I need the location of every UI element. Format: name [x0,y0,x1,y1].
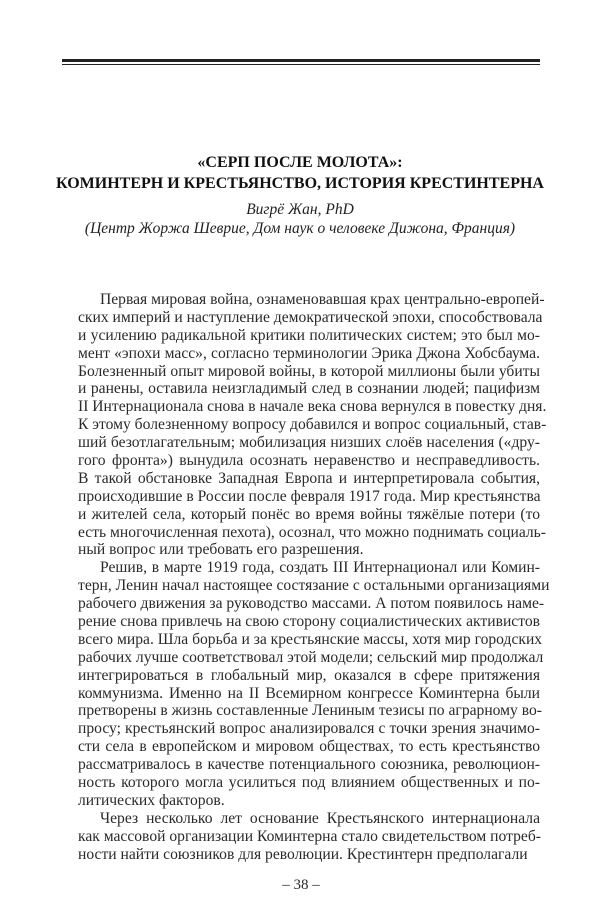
text-line: Первая мировая война, ознаменовавшая крах центрально-европей- [100,291,545,308]
text-line: гого фронта») вынудила осознать неравенство и несправедливость. [78,452,540,470]
text-line: ный вопрос или требовать его разрешения. [78,541,364,559]
header-rule-thin [62,64,540,65]
text-line: и ранены, оставила неизгладимый след в сознании людей; пацифизм [78,380,540,398]
text-line: просу; крестьянский вопрос анализировался с точки зрения значимо- [78,720,540,738]
text-line: есть многочисленная пехота), осознал, что можно поднимать социаль- [78,523,546,541]
text-line: всего мира. Шла борьба и за крестьянские массы, хотя мир городских [78,630,543,648]
text-line: ности найти союзников для революции. Крестинтерн предполагали [78,845,528,863]
author-affiliation: (Центр Жоржа Шеврие, Дом наук о человеке Дижона, Франция) [84,220,516,237]
text-line: рассматривалось в качестве потенциального союзника, революцион- [78,756,540,774]
text-line: претворены в жизнь составленные Лениным тезисы по аграрному во- [78,702,542,720]
text-line: Решив, в марте 1919 года, создать III Интернационал или Комин- [100,559,540,577]
article-title-line-2: КОМИНТЕРН И КРЕСТЬЯНСТВО, ИСТОРИЯ КРЕСТИНТЕРНА [56,175,544,192]
text-line: и усилению радикальной критики политических систем; это был мо- [78,326,540,344]
text-line: рабочих лучше соответствовал этой модели; сельский мир продолжал [78,648,544,666]
text-line: К этому болезненному вопросу добавился и вопрос социальный, став- [78,416,547,434]
text-line: В такой обстановке Западная Европа и интерпретировала события, [78,469,540,487]
text-line: и жителей села, который понёс во время войны тяжёлые потери (то [78,505,540,523]
article-title-line-1: «СЕРП ПОСЛЕ МОЛОТА»: [197,154,403,171]
text-line: рение снова привлечь на свою сторону социалистических активистов [78,613,540,631]
article-body [78,291,550,864]
text-line: II Интернационала снова в начале века снова вернулся в повестку дня. [78,398,547,416]
header-rule-thick [62,59,540,62]
text-line: ность которого могла усилиться под влиянием общественных и по- [78,774,540,792]
text-line: ских империй и наступление демократической эпохи, способствовала [78,308,543,326]
article-header [0,152,600,238]
text-line: мент «эпохи масс», согласно терминологии Эрика Джона Хобсбаума. [78,344,540,362]
text-line: ший безотлагательным; мобилизация низших слоёв населения («дру- [78,434,540,452]
text-line: сти села в европейском и мировом обществах, то есть крестьянство [78,738,540,756]
text-line: интегрироваться в глобальный мир, оказался в сфере притяжения [78,666,540,684]
text-line: Болезненный опыт мировой войны, в которой миллионы были убиты [78,362,540,380]
page-number: – 38 – [282,877,320,893]
text-line: коммунизма. Именно на II Всемирном конгрессе Коминтерна были [78,684,540,702]
text-line: Через несколько лет основание Крестьянского интернационала [100,809,540,827]
text-line: терн, Ленин начал настоящее состязание с остальными организациями [78,577,550,595]
text-line: литических факторов. [78,791,225,809]
text-line: как массовой организации Коминтерна стало свидетельством потреб- [78,827,541,845]
text-line: рабочего движения за руководство массами. А потом появилось наме- [78,595,545,613]
text-line: происходившие в России после февраля 1917 года. Мир крестьянства [78,487,541,505]
author-name: Вигрё Жан, PhD [246,201,354,218]
